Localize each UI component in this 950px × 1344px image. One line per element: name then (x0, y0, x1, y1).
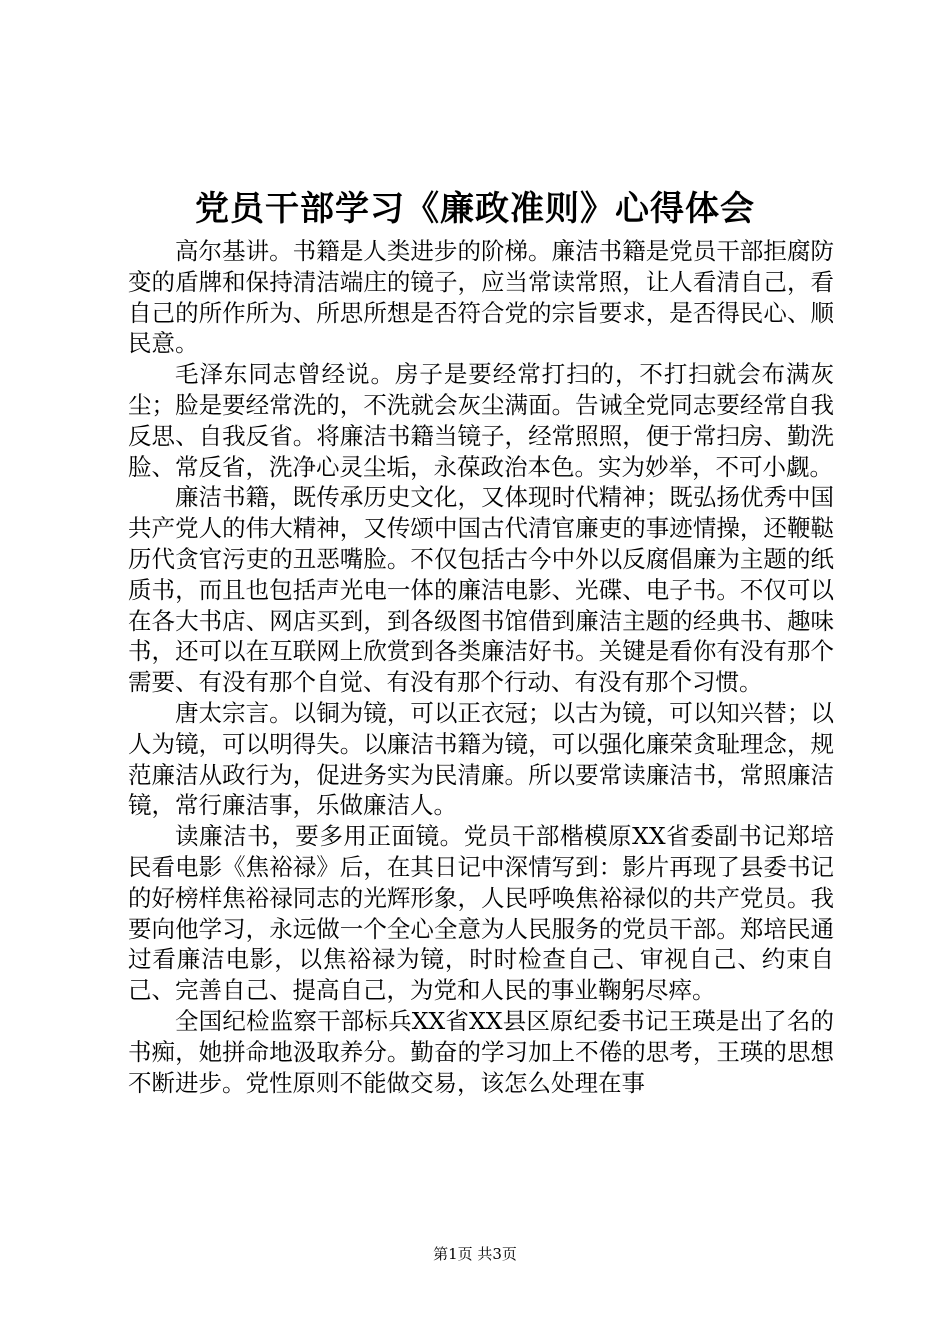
page-footer: 第1页 共3页 (433, 1245, 517, 1263)
paragraph: 廉洁书籍，既传承历史文化，又体现时代精神；既弘扬优秀中国共产党人的伟大精神，又传颂中国古代清官廉吏的事迹情操，还鞭鞑历代贪官污吏的丑恶嘴脸。不仅包括古今中外以反腐倡廉为主题的纸质书，而且也包括声光电一体的廉洁电影、光碟、电子书。不仅可以在各大书店、网店买到，到各级图书馆借到廉洁主题的经典书、趣味书，还可以在互联网上欣赏到各类廉洁好书。关键是看你有没有那个需要、有没有那个自觉、有没有那个行动、有没有那个习惯。 (128, 483, 834, 697)
document-title: 党员干部学习《廉政准则》心得体会 (195, 189, 755, 229)
paragraph: 高尔基讲。书籍是人类进步的阶梯。廉洁书籍是党员干部拒腐防变的盾牌和保持清洁端庄的镜子，应当常读常照，让人看清自己，看自己的所作所为、所思所想是否符合党的宗旨要求，是否得民心、顺民意。 (128, 237, 834, 358)
document-body (128, 236, 834, 1098)
paragraph: 毛泽东同志曾经说。房子是要经常打扫的，不打扫就会布满灰尘；脸是要经常洗的，不洗就会灰尘满面。告诫全党同志要经常自我反思、自我反省。将廉洁书籍当镜子，经常照照，便于常扫房、勤洗脸、常反省，洗净心灵尘垢，永葆政治本色。实为妙举，不可小觑。 (128, 360, 834, 481)
paragraph: 唐太宗言。以铜为镜，可以正衣冠；以古为镜，可以知兴替；以人为镜，可以明得失。以廉洁书籍为镜，可以强化廉荣贪耻理念，规范廉洁从政行为，促进务实为民清廉。所以要常读廉洁书，常照廉洁镜，常行廉洁事，乐做廉洁人。 (128, 698, 834, 820)
paragraph: 读廉洁书，要多用正面镜。党员干部楷模原XX省委副书记郑培民看电影《焦裕禄》后，在其日记中深情写到：影片再现了县委书记的好榜样焦裕禄同志的光辉形象，人民呼唤焦裕禄似的共产党员。我要向他学习，永远做一个全心全意为人民服务的党员干部。郑培民通过看廉洁电影，以焦裕禄为镜，时时检查自己、审视自己、约束自己、完善自己、提高自己，为党和人民的事业鞠躬尽瘁。 (128, 822, 834, 1005)
paragraph: 全国纪检监察干部标兵XX省XX县区原纪委书记王瑛是出了名的书痴，她拼命地汲取养分。勤奋的学习加上不倦的思考，王瑛的思想不断进步。党性原则不能做交易，该怎么处理在事 (128, 1006, 834, 1097)
